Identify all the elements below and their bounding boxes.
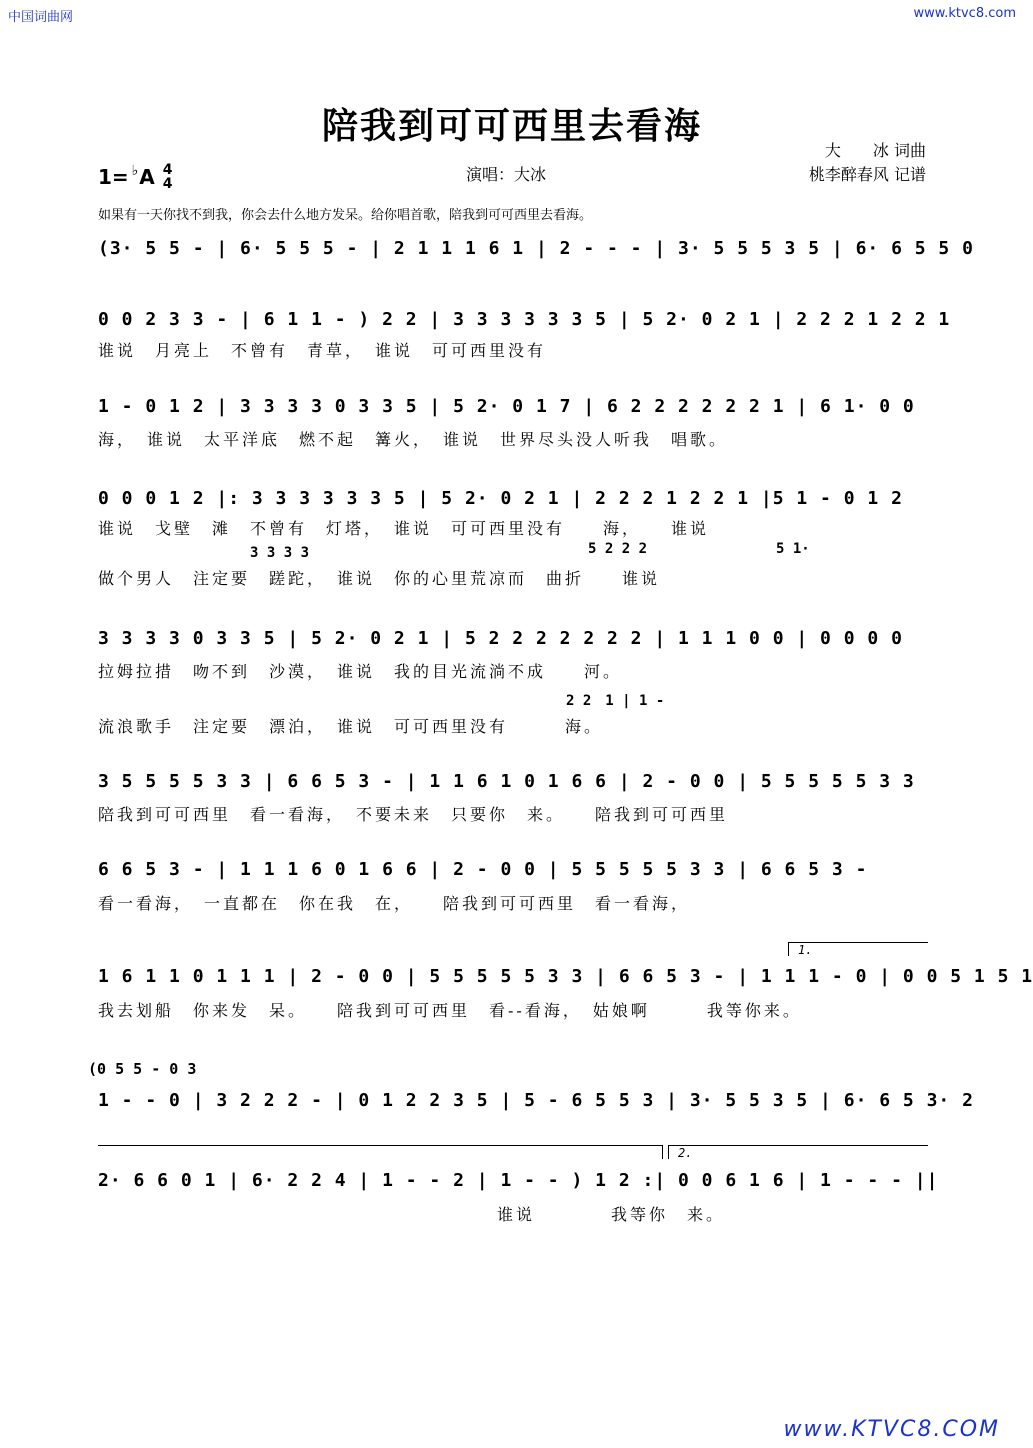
volta-1-label: 1.: [798, 943, 813, 957]
volta-1-tick: [788, 942, 789, 956]
repeat-bracket: [98, 1145, 662, 1146]
notation-line-8: 1 6 1 1 0 1 1 1 | 2 - 0 0 | 5 5 5 5 5 3 3 | 6 6 5 3 - | 1 1 1 - 0 | 0 0 5 1 5 1: [98, 966, 1033, 987]
notation-line-10: 2· 6 6 0 1 | 6· 2 2 4 | 1 - - 2 | 1 - - ) 1 2 :| 0 0 6 1 6 | 1 - - - ||: [98, 1170, 939, 1191]
time-signature: [163, 163, 173, 191]
lyrics-line-4: 谁说 戈壁 滩 不曾有 灯塔， 谁说 可可西里没有 海， 谁说: [98, 519, 710, 538]
credit-lyrics-music: 大 冰 词曲: [824, 141, 926, 160]
alt-notes-4c: 5 1·: [776, 541, 810, 557]
lyrics-line-8: 我去划船 你来发 呆。 陪我到可可西里 看--看海， 姑娘啊 我等你来。: [98, 1001, 802, 1020]
credit-notation: 桃李醉春风 记谱: [808, 165, 926, 184]
alt-notes-4a: 3 3 3 3: [250, 545, 310, 561]
lyrics-line-6: 陪我到可可西里 看一看海， 不要未来 只要你 来。 陪我到可可西里: [98, 805, 729, 824]
singer: 演唱：大冰: [466, 165, 547, 184]
notation-line-3: 1 - 0 1 2 | 3 3 3 3 0 3 3 5 | 5 2· 0 1 7 | 6 2 2 2 2 2 2 1 | 6 1· 0 0: [98, 396, 915, 417]
intro-text: 如果有一天你找不到我，你会去什么地方发呆。给你唱首歌，陪我到可可西里去看海。: [98, 208, 593, 223]
song-title: 陪我到可可西里去看海: [321, 105, 702, 147]
alt-lyrics-line-5: 流浪歌手 注定要 漂泊， 谁说 可可西里没有 海。: [98, 717, 604, 736]
volta-2-label: 2.: [678, 1146, 693, 1160]
notation-line-9: 1 - - 0 | 3 2 2 2 - | 0 1 2 2 3 5 | 5 - 6 5 5 3 | 3· 5 5 3 5 | 6· 6 5 3· 2: [98, 1090, 974, 1111]
time-bottom: 4: [162, 176, 173, 192]
lyrics-line-10: 谁说 我等你 来。: [98, 1205, 726, 1224]
notation-line-1: (3· 5 5 - | 6· 5 5 5 - | 2 1 1 1 6 1 | 2 - - - | 3· 5 5 5 3 5 | 6· 6 5 5 0: [98, 238, 974, 259]
repeat-bracket-tick: [662, 1145, 663, 1159]
notation-line-7: 6 6 5 3 - | 1 1 1 6 0 1 6 6 | 2 - 0 0 | 5 5 5 5 5 3 3 | 6 6 5 3 -: [98, 859, 868, 880]
lyrics-line-5: 拉姆拉措 吻不到 沙漠， 谁说 我的目光流淌不成 河。: [98, 662, 623, 681]
key-signature: [98, 163, 173, 191]
notation-line-5: 3 3 3 3 0 3 3 5 | 5 2· 0 2 1 | 5 2 2 2 2 2 2 2 | 1 1 1 0 0 | 0 0 0 0: [98, 628, 903, 649]
pickup-notes-9: (0 5 5 - 0 3: [88, 1060, 197, 1078]
site-name[interactable]: 中国词曲网: [8, 10, 74, 25]
key-prefix: 1=: [98, 165, 129, 189]
key-note: A: [139, 165, 155, 189]
lyrics-line-2: 谁说 月亮上 不曾有 青草， 谁说 可可西里没有: [98, 341, 547, 360]
notation-line-6: 3 5 5 5 5 3 3 | 6 6 5 3 - | 1 1 6 1 0 1 6 6 | 2 - 0 0 | 5 5 5 5 5 3 3: [98, 771, 915, 792]
lyrics-line-3: 海， 谁说 太平洋底 燃不起 篝火， 谁说 世界尽头没人听我 唱歌。: [98, 430, 729, 449]
flat-icon: ♭: [131, 163, 139, 179]
alt-notes-5: 2 2 1 | 1 -: [566, 693, 665, 709]
notation-line-2: 0 0 2 3 3 - | 6 1 1 - ) 2 2 | 3 3 3 3 3 3 5 | 5 2· 0 2 1 | 2 2 2 1 2 2 1: [98, 309, 951, 330]
time-top: 4: [162, 162, 173, 178]
notation-line-4: 0 0 0 1 2 |: 3 3 3 3 3 3 5 | 5 2· 0 2 1 | 2 2 2 1 2 2 1 |5 1 - 0 1 2: [98, 488, 903, 509]
volta-2-bracket: [668, 1145, 928, 1146]
site-url[interactable]: www.ktvc8.com: [913, 6, 1016, 21]
watermark-url[interactable]: www.KTVC8.COM: [783, 1417, 1000, 1442]
volta-2-tick: [668, 1145, 669, 1159]
lyrics-line-7: 看一看海， 一直都在 你在我 在， 陪我到可可西里 看一看海，: [98, 894, 691, 913]
alt-lyrics-line-4: 做个男人 注定要 蹉跎， 谁说 你的心里荒凉而 曲折 谁说: [98, 569, 661, 588]
alt-notes-4b: 5 2 2 2: [588, 541, 648, 557]
